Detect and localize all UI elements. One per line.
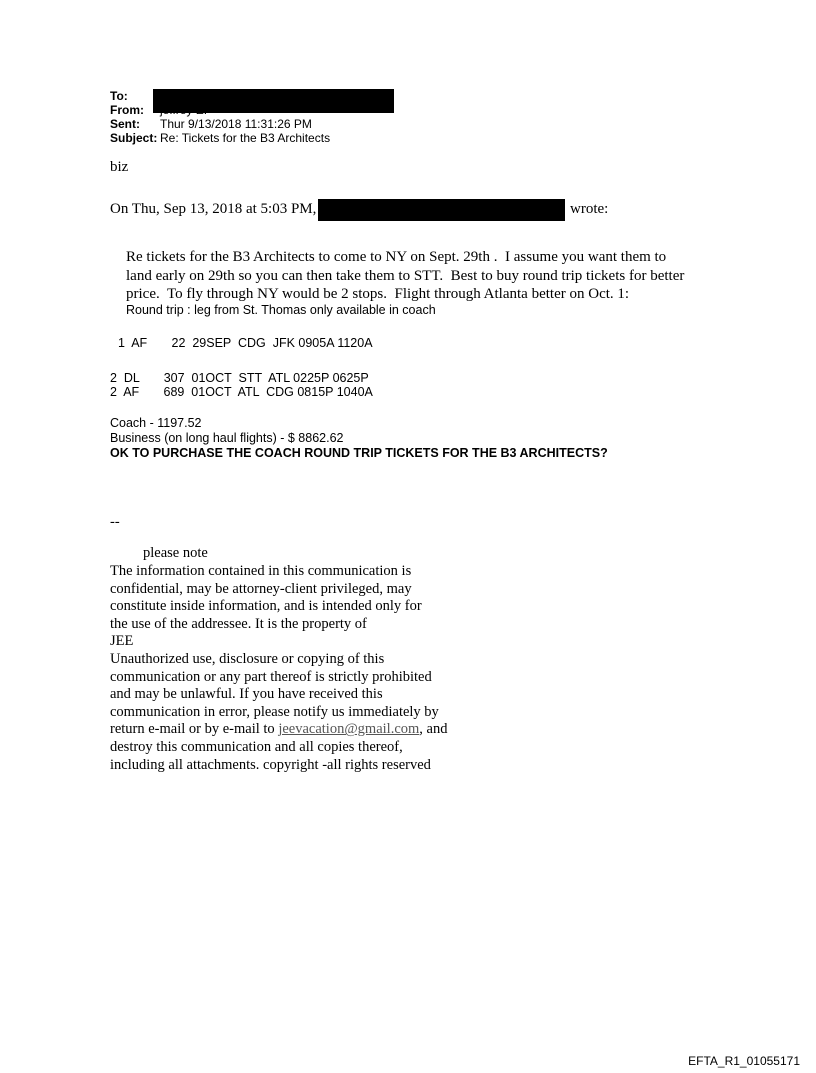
document-id: EFTA_R1_01055171: [688, 1054, 800, 1068]
disclaimer-line: constitute inside information, and is intended only for: [110, 598, 422, 615]
disclaimer-line: [110, 721, 447, 739]
disclaimer-line: destroy this communication and all copies thereof,: [110, 739, 403, 755]
email-suffix: , and: [419, 721, 448, 738]
quote-intro-prefix: On Thu, Sep 13, 2018 at 5:03 PM,: [110, 201, 317, 217]
subject-value: Re: Tickets for the B3 Architects: [160, 131, 331, 145]
disclaimer-line: including all attachments. copyright -all rights reserved: [110, 756, 431, 773]
reply-text: biz: [110, 159, 129, 175]
disclaimer-line: JEE: [110, 633, 134, 650]
disclaimer-line: and may be unlawful. If you have received this: [110, 686, 383, 703]
disclaimer-line: communication or any part thereof is strictly prohibited: [110, 668, 432, 685]
disclaimer-line: The information contained in this communication is: [110, 563, 412, 579]
flight-line: 1 AF 22 29SEP CDG JFK 0905A 1120A: [118, 336, 373, 350]
coach-price: Coach - 1197.52: [110, 416, 202, 430]
redaction-box: [318, 199, 565, 221]
subject-label: Subject:: [110, 131, 158, 145]
quoted-line: land early on 29th so you can then take them to STT. Best to buy round trip tickets for better: [126, 268, 685, 284]
sent-value: Thur 9/13/2018 11:31:26 PM: [160, 117, 312, 131]
note-heading: please note: [143, 545, 208, 561]
round-trip-note: Round trip : leg from St. Thomas only available in coach: [126, 303, 436, 317]
from-label: From:: [110, 103, 144, 117]
quoted-line: Re tickets for the B3 Architects to come to NY on Sept. 29th . I assume you want them to: [126, 249, 667, 265]
quote-intro-suffix: wrote:: [570, 201, 609, 217]
disclaimer-line: communication in error, please notify us immediately by: [110, 703, 439, 720]
separator: --: [110, 514, 120, 530]
from-value: jeffrey E.: [160, 103, 208, 117]
email-prefix: return e-mail or by e-mail to: [110, 721, 279, 738]
flight-line: 2 AF 689 01OCT ATL CDG 0815P 1040A: [110, 385, 373, 399]
disclaimer-line: confidential, may be attorney-client privileged, may: [110, 580, 412, 597]
disclaimer-line: Unauthorized use, disclosure or copying of this: [110, 651, 385, 667]
sent-label: Sent:: [110, 117, 140, 131]
to-label: To:: [110, 89, 128, 103]
flight-line: 2 DL 307 01OCT STT ATL 0225P 0625P: [110, 371, 369, 385]
purchase-question: OK TO PURCHASE THE COACH ROUND TRIP TICKETS FOR THE B3 ARCHITECTS?: [110, 446, 608, 460]
disclaimer-line: the use of the addressee. It is the property of: [110, 615, 367, 632]
quoted-line: price. To fly through NY would be 2 stops. Flight through Atlanta better on Oct. 1:: [126, 286, 630, 302]
business-price: Business (on long haul flights) - $ 8862.62: [110, 431, 344, 445]
email-link[interactable]: jeevacation@gmail.com: [278, 721, 420, 738]
